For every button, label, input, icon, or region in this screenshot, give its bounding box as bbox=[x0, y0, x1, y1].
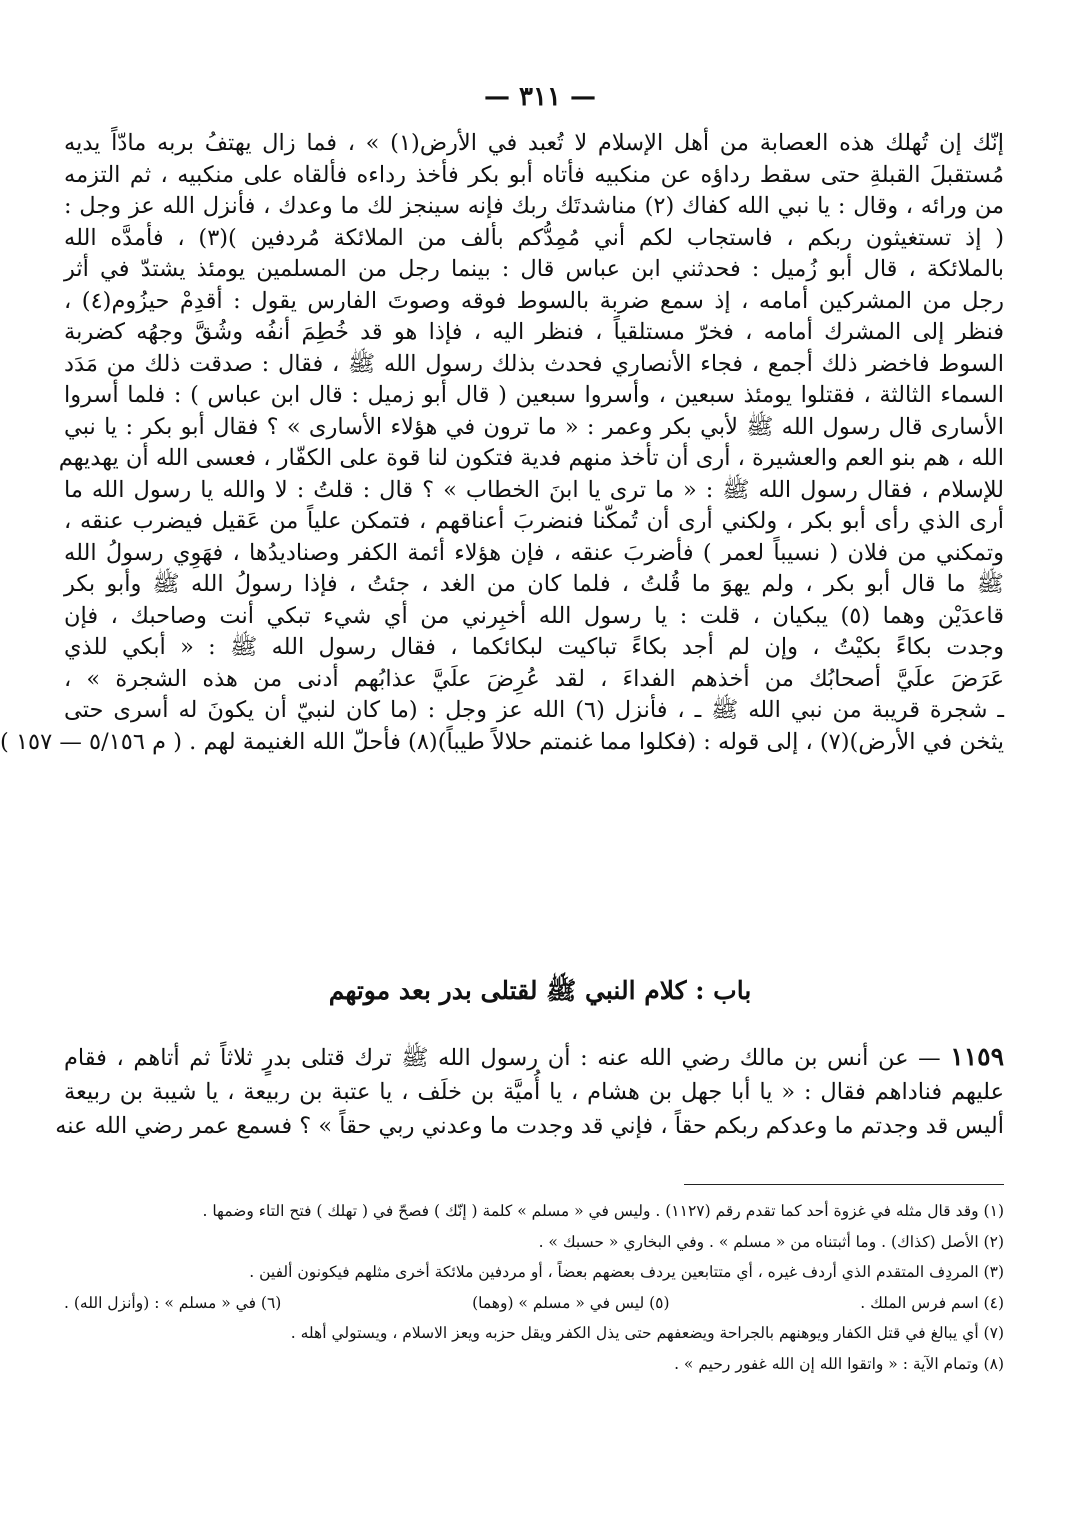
footnote-3: (٣) المردِف المتقدم الذي أردف غيره ، أي متتابعين يردف بعضهم بعضاً ، أو مردفين ملائكة أخرى مثلهم فيكونون ألفين . bbox=[249, 1263, 1004, 1281]
text-line: رجل من المشركين أمامه ، إذ سمع ضربة بالسوط فوقه وصوتَ الفارس يقول : أقدِمْ حيزُوم(٤) ، bbox=[64, 287, 1005, 314]
text-line: مُستقبلَ القبلةِ حتى سقط رداؤه عن منكبيه فأتاه أبو بكر فأخذ رداءه فألقاه على منكبيه ، ثم التزمه bbox=[64, 161, 1004, 188]
text-line: للإسلام ، فقال رسول الله ﷺ : « ما ترى يا ابنَ الخطاب » ؟ قال : قلتُ : لا والله يا رسول الله ما bbox=[64, 476, 1004, 503]
footnote-separator bbox=[684, 1184, 1004, 1185]
main-text-block bbox=[0, 128, 1005, 758]
text-line: وتمكني من فلان ( نسيباً لعمر ) فأضربَ عنقه ، فإن هؤلاء أئمة الكفر وصناديدُها ، فهَوِي رسولُ الله bbox=[64, 539, 1004, 566]
footnote-1: (١) وقد قال مثله في غزوة أحد كما تقدم رقم (١١٢٧) . وليس في « مسلم » كلمة ( إنّك ) فصحّ في ( تهلك ) فتح التاء وضمها . bbox=[202, 1202, 1004, 1220]
footnote-2: (٢) الأصل (كذاك) . وما أثبتناه من « مسلم » . وفي البخاري « حسبك » . bbox=[538, 1232, 1004, 1251]
footnote-4: (٤) اسم فرس الملك . bbox=[860, 1293, 1004, 1312]
text-line: وجدت بكاءً بكيْتُ ، وإن لم أجد بكاءً تباكيت لبكائكما ، فقال رسول الله ﷺ : « أبكي للذي bbox=[64, 634, 1004, 660]
hadith-first-line bbox=[64, 1040, 1004, 1075]
text-line: السماء الثالثة ، فقتلوا يومئذ سبعين ، وأسروا سبعين ( قال أبو زميل : قال ابن عباس ) : فلما أسروا bbox=[64, 382, 1004, 408]
footnote-6: (٦) في « مسلم » : (وأنزل الله) . bbox=[64, 1293, 282, 1312]
text-line: عَرَضَ علَيَّ أصحابُك من أخذهم الفداءَ ، لقد عُرِضَ علَيَّ عذابُهم أدنى من هذه الشجرة » ، bbox=[64, 665, 1004, 692]
hadith-block bbox=[55, 1040, 1004, 1143]
text-line: ﷺ ما قال أبو بكر ، ولم يهوَ ما قُلتُ ، فلما كان من الغد ، جئتُ ، فإذا رسولُ الله ﷺ وأبو بكر bbox=[64, 571, 1004, 597]
text-line: فنظر إلى المشرك أمامه ، فخرّ مستلقياً ، فنظر اليه ، فإذا هو قد خُطِمَ أنفُه وشُقَّ وجهُه كضربة bbox=[64, 319, 1004, 345]
text-line: الأسارى قال رسول الله ﷺ لأبي بكر وعمر : « ما ترون في هؤلاء الأسارى » ؟ فقال أبو بكر : يا نبي bbox=[64, 413, 1004, 440]
footnote-7: (٧) أي يبالغ في قتل الكفار ويوهنهم بالجراحة ويضعفهم حتى يذل الكفر ويقل حزبه ويعز الاسلام ، ويستولي أهله . bbox=[290, 1324, 1004, 1342]
hadith-number: ١١٥٩ bbox=[950, 1042, 1004, 1071]
text-line: أرى الذي رأى أبو بكر ، ولكني أرى أن تُمكّنا فنضربَ أعناقهم ، فتمكن علياً من عَقيل فيضرب عنقه ، bbox=[64, 508, 1004, 534]
text-line: الله ، هم بنو العم والعشيرة ، أرى أن تأخذ منهم فدية فتكون لنا قوة على الكفّار ، فعسى الله أن يهديهم bbox=[58, 445, 1004, 471]
text-line: ( إذ تستغيثون ربكم ، فاستجاب لكم أني مُمِدُّكم بألف من الملائكة مُردفين )(٣) ، فأمدَّه الله bbox=[64, 224, 1004, 251]
footnote-row-4-6 bbox=[64, 1288, 1004, 1319]
hadith-line: أليس قد وجدتم ما وعدكم ربكم حقاً ، فإني قد وجدت ما وعدني ربي حقاً » ؟ فسمع عمر رضي الله عنه bbox=[55, 1113, 1004, 1139]
footnotes bbox=[64, 1196, 1004, 1379]
footnote-8: (٨) وتمام الآية : « واتقوا الله إن الله غفور رحيم » . bbox=[674, 1354, 1004, 1373]
text-line: ـ شجرة قريبة من نبي الله ﷺ ـ ، فأنزل (٦) الله عز وجل : (ما كان لنبيّ أن يكونَ له أسرى حتى bbox=[64, 697, 1005, 723]
text-line: قاعدَيْن وهما (٥) يبكيان ، قلت : يا رسول الله أخبِرني من أي شيء تبكي أنت وصاحبك ، فإن bbox=[64, 602, 1004, 629]
hadith-line: عليهم فناداهم فقال : « يا أبا جهل بن هشام ، يا أُميَّة بن خلَف ، يا عتبة بن ربيعة ، يا شيبة بن ربيعة bbox=[64, 1079, 1004, 1105]
text-line: السوط فاخضر ذلك أجمع ، فجاء الأنصاري فحدث بذلك رسول الله ﷺ ، فقال : صدقت ذلك من مَدَد bbox=[64, 350, 1004, 377]
text-line: بالملائكة ، قال أبو زُميل : فحدثني ابن عباس قال : بينما رجل من المسلمين يومئذ يشتدّ في أثر bbox=[64, 256, 1004, 282]
page-number: — ٣١١ — bbox=[483, 82, 597, 112]
text-line: من ورائه ، وقال : يا نبي الله كفاك (٢) مناشدتَك ربك فإنه سينجز لك ما وعدك ، فأنزل الله عز وجل : bbox=[64, 193, 1005, 219]
hadith-text: — عن أنس بن مالك رضي الله عنه : أن رسول الله ﷺ ترك قتلى بدرٍ ثلاثاً ثم أتاهم ، فقام bbox=[64, 1045, 941, 1071]
text-line: يثخن في الأرض)(٧) ، إلى قوله : (فكلوا مما غنمتم حلالاً طيباً)(٨) فأحلّ الله الغنيمة لهم . ( م ٥/١٥٦ — ١٥٧ ) bbox=[0, 728, 1004, 755]
text-line: إنّك إن تُهلك هذه العصابة من أهل الإسلام لا تُعبد في الأرض(١) » ، فما زال يهتفُ بربه مادّاً يديه bbox=[64, 130, 1004, 156]
section-heading: باب : كلام النبي ﷺ لقتلى بدر بعد موتهم bbox=[328, 976, 752, 1005]
footnote-5: (٥) ليس في « مسلم » (وهما) bbox=[472, 1293, 670, 1312]
